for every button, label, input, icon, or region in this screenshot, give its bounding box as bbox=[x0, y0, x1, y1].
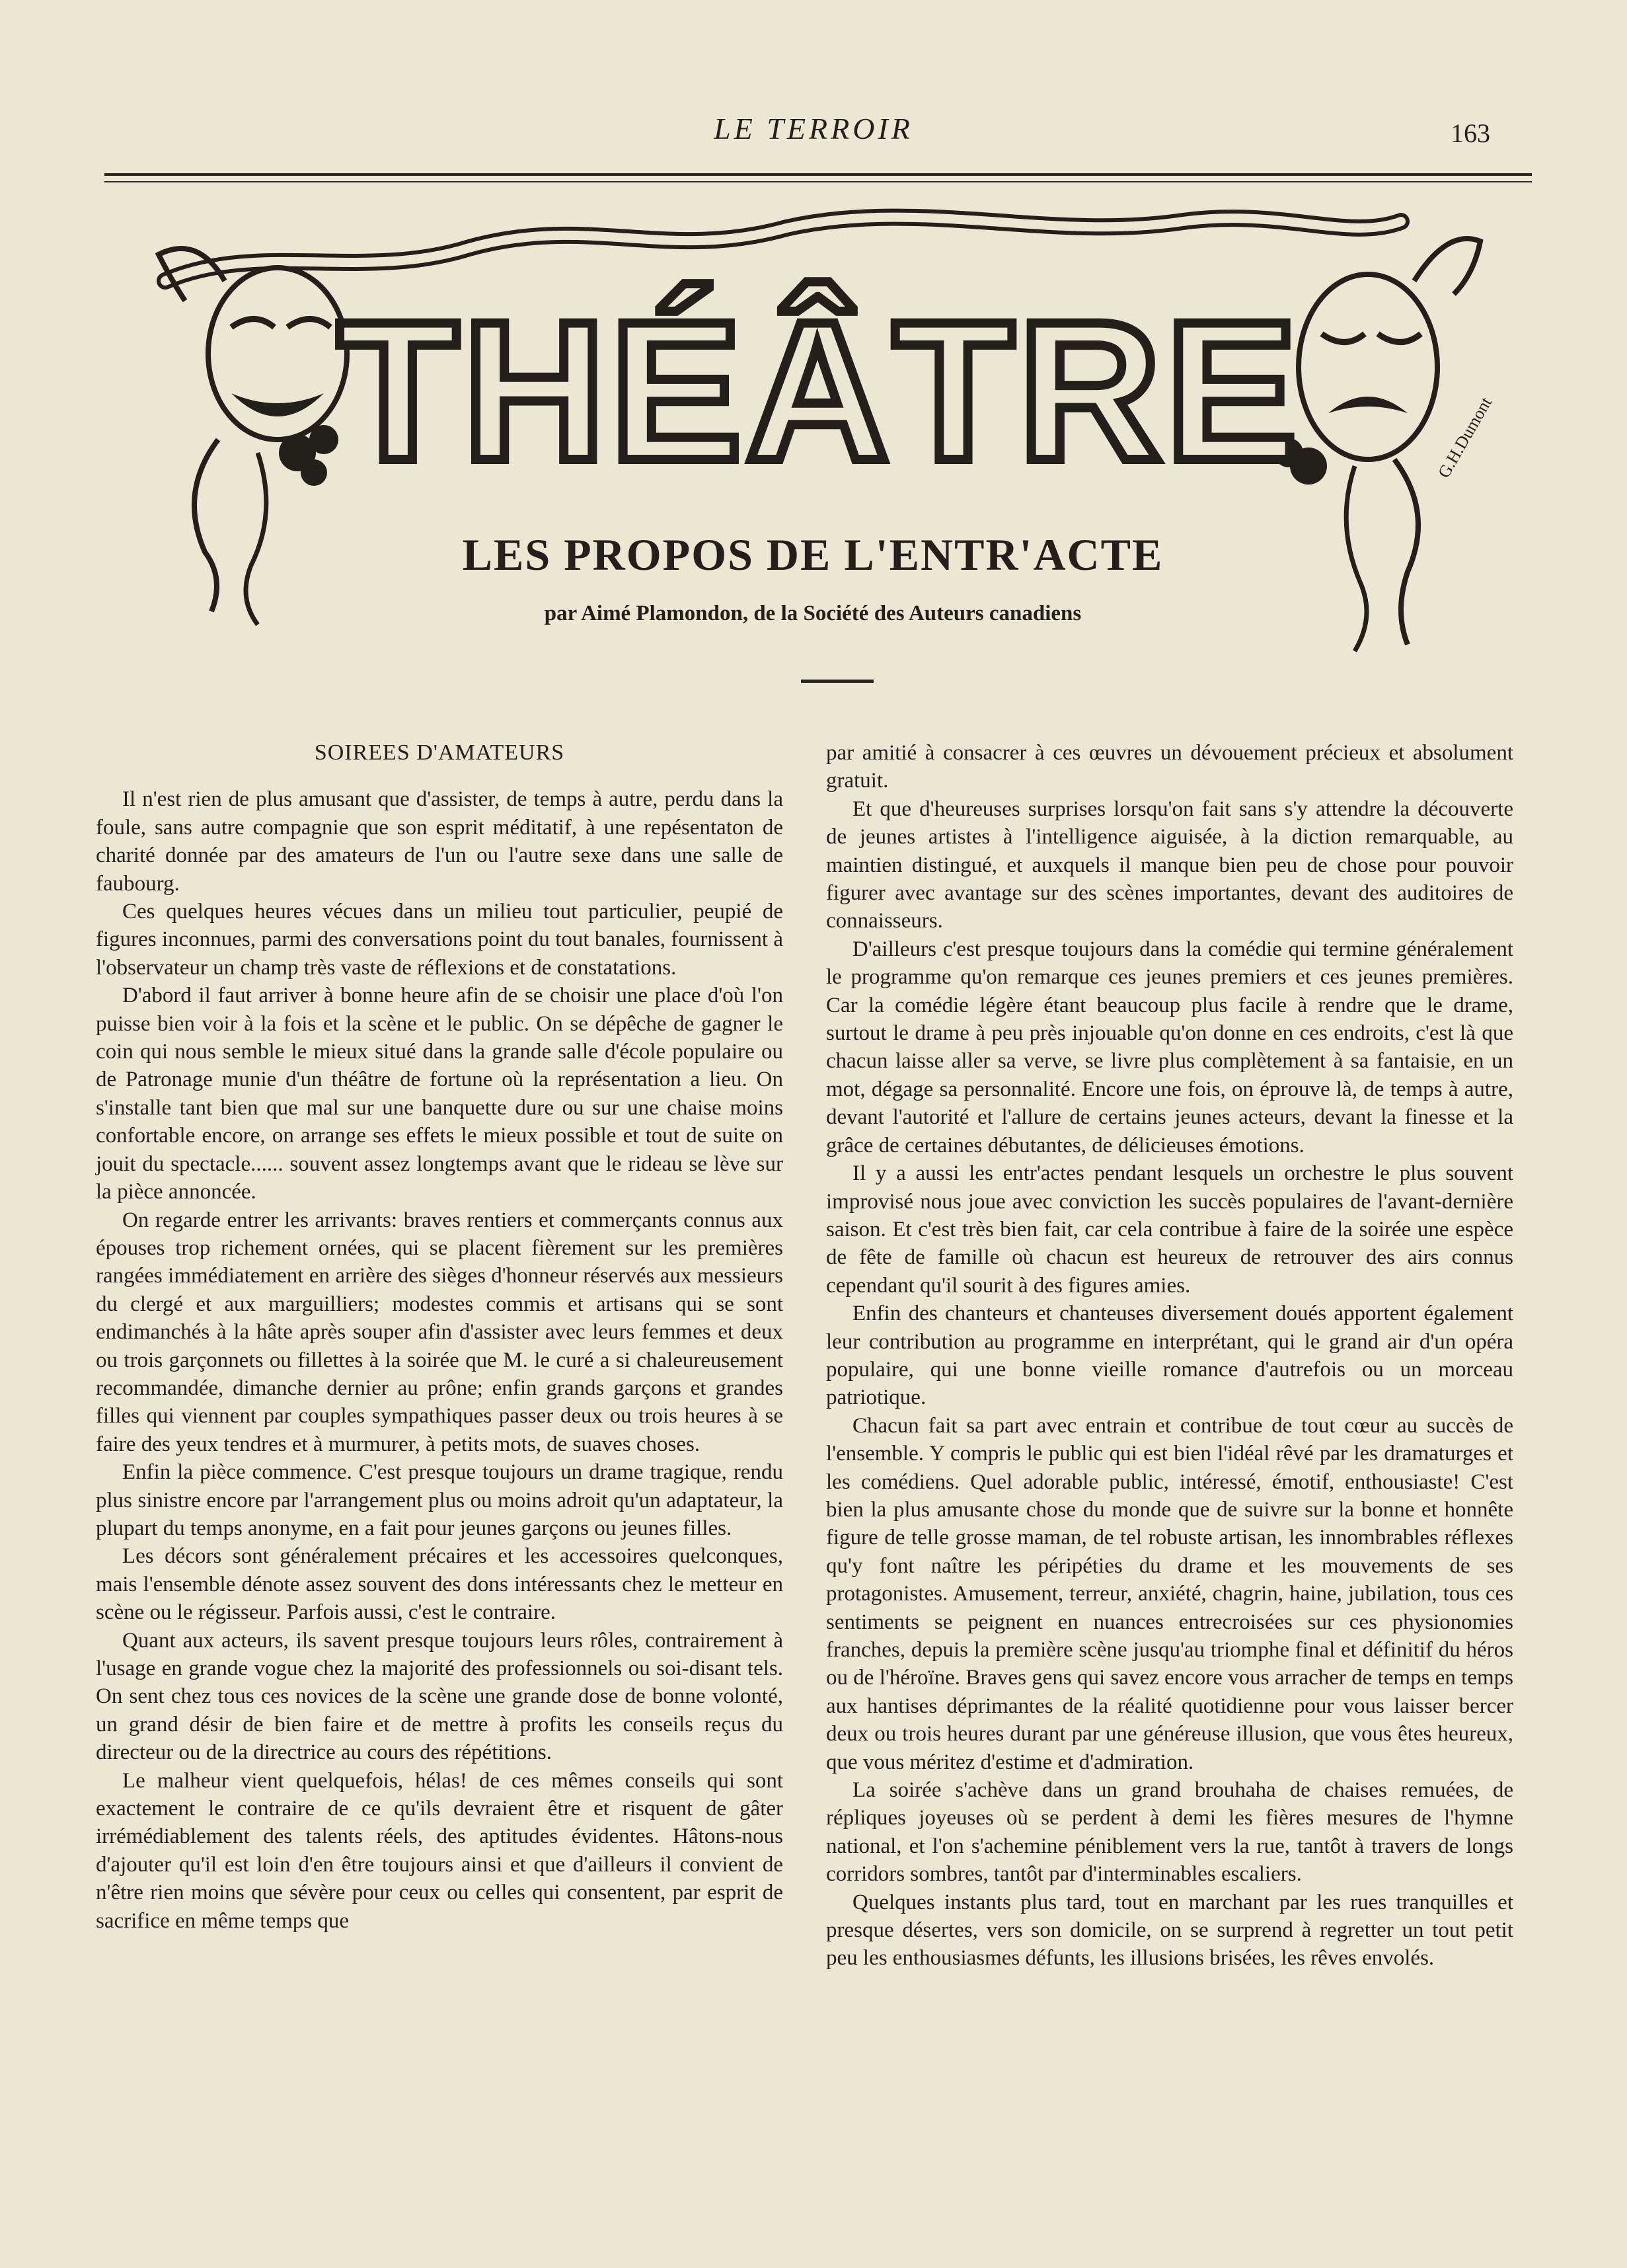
theatre-banner-illustration bbox=[126, 202, 1533, 730]
paragraph: Enfin la pièce commence. C'est presque toujours un drame tragique, rendu plus sinistre encore par l'arrangement plus ou moins adroit qu'un adaptateur, la plupart du temps anonyme, en a fait pour jeunes garçons ou jeunes filles. bbox=[96, 1460, 783, 1540]
title-divider bbox=[801, 680, 874, 683]
paragraph: Et que d'heureuses surprises lorsqu'on fait sans s'y attendre la découverte de jeunes artistes à l'intelligence aiguisée, à la diction remarquable, au maintien distingué, et auxquels il manque bien peu de chose pour pouvoir figurer avec avantage sur des scènes importantes, devant des auditoires de connaisseurs. bbox=[826, 797, 1513, 933]
paragraph: D'ailleurs c'est presque toujours dans la comédie qui termine généralement le programme qu'on remarque ces jeunes premiers et ces jeunes premières. Car la comédie légère étant beaucoup plus facile à rendre que le drame, surtout le drame à peu près injouable qu'on donne en ces endroits, c'est là que chacun laisse aller sa verve, se livre plus complètement à sa fantaisie, en un mot, dégage sa personnalité. Encore une fois, on éprouve là, de temps à autre, devant l'autorité et l'allure de certains jeunes acteurs, devant la finesse et la grâce de certaines débutantes, de délicieuses émotions. bbox=[826, 937, 1513, 1157]
paragraph: La soirée s'achève dans un grand brouhaha de chaises remuées, de répliques joyeuses où se perdent à demi les fières mesures de l'hymne national, et l'on s'achemine péniblement vers la rue, tantôt à travers de longs corridors sombres, tantôt par d'interminables escaliers. bbox=[826, 1778, 1513, 1887]
paragraph: Le malheur vient quelquefois, hélas! de ces mêmes conseils qui sont exactement le contraire de ce qu'ils devraient être et risquent de gâter irrémédiablement des talents réels, des aptitudes évidentes. Hâtons-nous d'ajouter qu'il est loin d'en être toujours ainsi et que d'ailleurs il convient de n'être rien moins que sévère pour ceux ou celles qui consentent, par esprit de sacrifice en même temps que bbox=[96, 1768, 783, 1933]
paragraph: Les décors sont généralement précaires et les accessoires quelconques, mais l'ensemble dénote assez souvent des dons intéressants chez le metteur en scène ou le régisseur. Parfois aussi, c'est le contraire. bbox=[96, 1544, 783, 1625]
paragraph: Il y a aussi les entr'actes pendant lesquels un orchestre le plus souvent improvisé nous joue avec conviction les succès populaires de l'avant-dernière saison. Et c'est très bien fait, car cela contribue à faire de la soirée une espèce de fête de famille où chacun est heureux de retrouver des airs connus cependant qu'il sourit à des figures amies. bbox=[826, 1161, 1513, 1298]
paragraph: D'abord il faut arriver à bonne heure afin de se choisir une place d'où l'on puisse bien voir à la fois et la scène et le public. On se dépêche de gagner le coin qui nous semble le mieux situé dans la grande salle d'école populaire ou de Patronage munie d'un théâtre de fortune où la représentation a lieu. On s'installe tant bien que mal sur une banquette dure ou sur une chaise moins confortable encore, on arrange ses effets le mieux possible et tout de suite on jouit du spectacle...... souvent assez longtemps avant que le rideau se lève sur la pièce annoncée. bbox=[96, 984, 783, 1204]
paragraph: Quant aux acteurs, ils savent presque toujours leurs rôles, contrairement à l'usage en grande vogue chez la majorité des professionnels ou soi-disant tels. On sent chez tous ces novices de la scène une grande dose de bonne volonté, un grand désir de bien faire et de mettre à profits les conseils reçus du directeur ou de la directrice au cours des répétitions. bbox=[96, 1628, 783, 1765]
page-number: 163 bbox=[1451, 118, 1490, 148]
header-rule bbox=[104, 173, 1532, 176]
article-title: LES PROPOS DE L'ENTR'ACTE bbox=[462, 529, 1164, 580]
byline: par Aimé Plamondon, de la Société des Auteurs canadiens bbox=[544, 602, 1082, 625]
tragedy-mask-icon bbox=[1274, 239, 1495, 651]
artist-signature: G.H.Dumont bbox=[1434, 393, 1496, 481]
paragraph: Quelques instants plus tard, tout en marchant par les rues tranquilles et presque désertes, vers son domicile, on se surprend à regretter un tout petit peu les enthousiasmes défunts, les illusions brisées, les rêves envolés. bbox=[826, 1890, 1513, 1971]
paragraph: Chacun fait sa part avec entrain et contribue de tout cœur au succès de l'ensemble. Y compris le public qui est bien l'idéal rêvé par les dramaturges et les comédiens. Quel adorable public, intéressé, émotif, enthousiaste! C'est bien la plus amusante chose du monde que de suivre sur la bonne et honnête figure de telle grosse maman, de tel robuste artisan, les innombrables réflexes qu'y font naître les péripéties du drame et les mouvements de ses protagonistes. Amusement, terreur, anxiété, chagrin, haine, jubilation, tous ces sentiments se peignent en nuances entrecroisées sur ces physionomies franches, depuis la première scène jusqu'au triomphe final et définitif du héros ou de l'héroïne. Braves gens qui savez encore vous arracher de temps en temps aux hantises déprimantes de la réalité quotidienne pour vous laisser bercer deux ou trois heures durant par une généreuse illusion, que vous êtes heureux, que vous méritez d'estime et d'admiration. bbox=[826, 1413, 1513, 1774]
left-column bbox=[96, 739, 783, 1935]
paragraph-continued: par amitié à consacrer à ces œuvres un dévouement précieux et absolument gratuit. bbox=[826, 741, 1513, 793]
header-rule-thin bbox=[104, 181, 1532, 182]
running-header: LE TERROIR bbox=[714, 112, 913, 145]
paragraph: Enfin des chanteurs et chanteuses diversement doués apportent également leur contribution au programme en interprétant, qui le grand air d'un opéra populaire, qui une bonne vieille romance d'autrefois ou un morceau patriotique. bbox=[826, 1302, 1513, 1410]
paragraph: Ces quelques heures vécues dans un milieu tout particulier, peupié de figures inconnues, parmi des conversations point du tout banales, fournissent à l'observateur un champ très vaste de réflexions et de constatations. bbox=[96, 900, 783, 980]
comedy-mask-icon bbox=[159, 249, 347, 625]
paragraph: Il n'est rien de plus amusant que d'assister, de temps à autre, perdu dans la foule, sans autre compagnie que son esprit méditatif, à une repésentaton de charité donnée par des amateurs de l'un ou l'autre sexe dans une salle de faubourg. bbox=[96, 787, 783, 896]
section-heading: SOIREES D'AMATEURS bbox=[314, 740, 565, 765]
right-column bbox=[826, 739, 1513, 1973]
paragraph: On regarde entrer les arrivants: braves rentiers et commerçants connus aux épouses trop richement ornées, qui se placent fièrement sur les premières rangées immédiatement en arrière des sièges d'honneur réservés aux messieurs du clergé et aux marguilliers; modestes commis et artisans qui se sont endimanchés à la hâte après souper afin d'assister avec leurs femmes et deux ou trois garçonnets ou fillettes à la soirée que M. le curé a si chaleureusement recommandée, dimanche dernier au prône; enfin grands garçons et grandes filles qui viennent par couples sympathiques passer deux ou trois heures à se faire des yeux tendres et à murmurer, à petits mots, de suaves choses. bbox=[96, 1208, 783, 1456]
banner-word: THÉÂTRE bbox=[337, 280, 1302, 502]
